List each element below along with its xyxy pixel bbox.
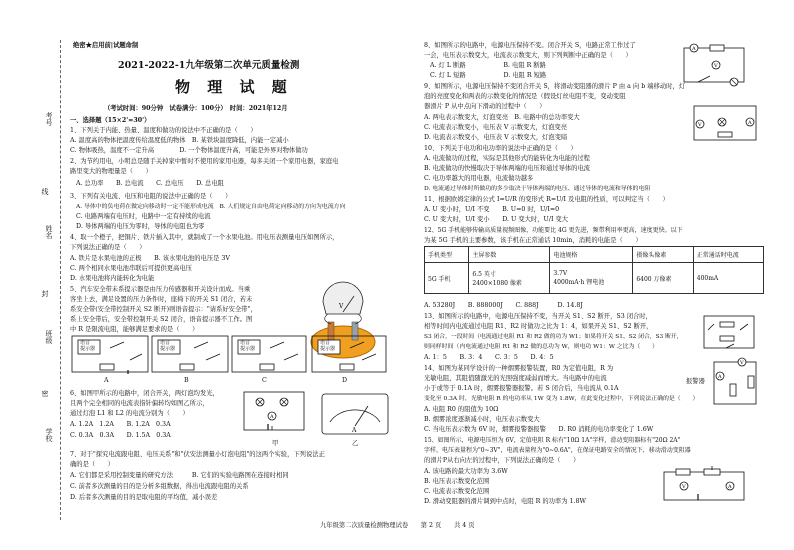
q2: 2、为节约用电，小明总是随手关掉家中暂时不使用的家用电器，每多关闭一个家用电器，家庭电 <box>70 158 339 165</box>
binding-class: 班级 <box>45 330 53 344</box>
q13: 13、如图所示的电路中，电源电压保持不变，当开关 S1、S2 断开，S3 闭合时， <box>424 313 652 320</box>
q9-circuit <box>690 102 762 144</box>
svg-text:A: A <box>748 120 752 126</box>
q2-b: 路里变大的物理量是（ ） <box>70 168 152 175</box>
alarm-label: 报警器 <box>686 378 705 385</box>
binding-dense: 密 <box>41 390 49 397</box>
q9: 9、如图所示，电源电压保持不变闭合开关 S，将滑动变阻器的滑片 P 由 a 向 b 端移动时，灯 <box>424 83 686 90</box>
q6-ammeter-yi <box>320 392 390 438</box>
table-header-row <box>425 247 764 263</box>
table-cell: 6400 万像素 <box>633 263 693 294</box>
svg-text:A: A <box>692 46 696 52</box>
binding-school: 学校 <box>45 428 53 442</box>
q4-ab: A. 铁片是水果电池的正极 B. 该水果电池的电压是 3V <box>70 255 230 262</box>
q5-d: 系上安全带后，安全带控制开关 S2 闭合，语音提示器不工作。图 <box>70 316 253 323</box>
q6-c: 通过灯泡 L1 和 L2 的电流分别为（ ） <box>70 410 189 417</box>
q8: 8、如图所示的电路中，电源电压保持不变。闭合开关 S，电路正常工作过了 <box>424 42 636 49</box>
q1: 1、下列关于内能、热量、温度和做功的说法中不正确的是（ ） <box>70 127 257 134</box>
svg-text:A: A <box>728 484 732 490</box>
q8-cd: C. 灯 L 短路 D. 电阻 R 短路 <box>430 72 547 79</box>
phone-spec-table <box>424 246 764 294</box>
svg-text:A: A <box>718 374 722 380</box>
q14-d: 变化至 0.3A 时，光敏电阻 R 的电功率从 1W 变为 1.8W，在此变化过程中，下列说法正确的是（ ） <box>424 396 699 402</box>
svg-text:V: V <box>698 122 702 128</box>
q6-circuit-jia <box>240 388 310 438</box>
q12: 12、5G 手机能够传输高质量视频图像，功能要比 4G 更先进，频带利用率更高，速度更快。以下 <box>424 227 683 234</box>
q8-ab: A. 灯 L 断路 B. 电阻 R 断路 <box>430 62 546 69</box>
q14-a: A. 电阻 R0 的阻值为 10Ω <box>424 406 499 413</box>
svg-text:V: V <box>339 303 344 310</box>
table-header-cell: 摄像头像素 <box>633 247 693 263</box>
table-cell: 400mA <box>693 263 763 294</box>
q5-a-voice: 语音 提示器 <box>80 340 96 352</box>
q12-opts: A. 53280J B. 888000J C. 888J D. 14.8J <box>424 302 583 309</box>
svg-text:V: V <box>682 484 686 490</box>
binding-exam-no: 考号 <box>45 112 53 126</box>
q5-d-voice: 语音 提示器 <box>320 340 336 352</box>
q5-c-voice: 语音 提示器 <box>240 340 256 352</box>
q13-opts: A. 1：5 B. 3：4 C. 3：5 D. 4：5 <box>424 354 554 361</box>
q15-c: 的滑片P从右向左的过程中，下列说法正确的是（ ） <box>424 457 580 464</box>
q7-d: D. 后者多次测量的目的是取电阻的平均值，减小误差 <box>70 494 218 501</box>
svg-text:A: A <box>352 427 357 434</box>
q15-d-opt: D. 滑动变阻器的滑片调到中点时，电阻 R 的功率为 1.8W <box>424 498 586 505</box>
q4-d: D. 水果电池将内能转化为电能 <box>70 275 155 282</box>
q5-label-a: A <box>104 377 109 384</box>
q13-d: 则同样时间（内电流通过电阻 R1 和 R2 做的总功为 W，则电功 W1：W 之比为（ ） <box>424 344 658 350</box>
svg-text:V: V <box>714 63 718 69</box>
q5-b-voice: 语音 提示器 <box>160 340 176 352</box>
q11: 11、根据欧姆定律的公式 I=U/R 的变形式 R=U/I 及电阻的性质，可以判定当（ ） <box>424 196 669 203</box>
q3-ab: A. 导体中的负电荷在做定向移动时一定不能形成电流 B. 人们规定自由电荷定向移动的方向为电流方向 <box>76 204 346 210</box>
q14-b-opt: B. 烟雾浓度逐渐减小时，电压表示数变大 <box>424 416 540 423</box>
q6-b: 且两个完全相同的电流表指针偏转均如图乙所示， <box>70 400 209 407</box>
q7-ab: A. 它们都是采用控制变量的研究方法 B. 它们的实验电路图在连接时相同 <box>70 472 289 479</box>
q6-ab: A. 1.2A 1.2A B. 1.2A 0.3A <box>70 421 171 428</box>
q7-c: C. 前者多次测量的目的是分析多组数据，得出电流跟电阻的关系 <box>70 483 249 490</box>
table-cell: 3.7V 4000mA·h 锂电池 <box>550 263 633 294</box>
q15: 15、如图所示，电源电压恒为 6V，定值电阻 R 标有"10Ω 1A"字样，滑动变阻器标有"20Ω 2A" <box>424 437 681 444</box>
q1-ab: A. 温度高的物体把温度传给温度低的物体 B. 某铁块温度降低，内能一定减小 <box>70 137 289 144</box>
q1-cd: C. 物体吸热，温度不一定升高 D. 一个物体温度升高，可能是外界对物体做功 <box>70 147 308 154</box>
q6-cd: C. 0.3A 0.3A D. 1.5A 0.3A <box>70 432 171 439</box>
q5-label-b: B <box>184 377 189 384</box>
table-cell: 6.5 英寸 2400×1080 像素 <box>469 263 550 294</box>
q3-d: D. 导体两端的电压为零时，导体的电阻也为零 <box>76 223 205 230</box>
q8-circuit <box>680 42 750 88</box>
q9-ab: A. 两电表示数变大，灯泡变亮 B. 电路中的总功率变大 <box>424 114 580 121</box>
table-cell: 5G 手机 <box>425 263 469 294</box>
table-header-cell: 正常通话时电流 <box>693 247 763 263</box>
page-footer: 九年级第二次质量检测物理试卷 第 2 页 共 4 页 <box>320 522 475 529</box>
exam-info: （考试时间：90分钟 试卷满分：100分） 时间：2021年12月 <box>104 105 288 112</box>
binding-dashed-line <box>60 40 61 520</box>
binding-line: 线 <box>41 188 49 195</box>
q9-c-opt: C. 电流表示数变小，电压表 V 示数变大，灯泡变亮 <box>424 124 568 131</box>
svg-text:V: V <box>740 360 744 366</box>
q10-a: A. 电流做功的过程，实际是其他形式的能转化为电能的过程 <box>424 155 590 162</box>
q9-c: 器滑片 P 从中点向下滑动的过程中（ ） <box>424 103 546 110</box>
label-jia: 甲 <box>272 440 279 447</box>
q13-c: S3 闭合，一段时间（电流通过电阻 R1 和 R2 做的功为 W1；如果将开关 S1、S2 闭合，S3 断开， <box>424 334 683 340</box>
binding-seal: 封 <box>41 290 49 297</box>
subject-title: 物 理 试 题 <box>175 78 293 96</box>
q15-b: 字样，电压表量程为"0~3V"，电流表量程为"0~0.6A"，在保证电路安全的情况下，移动滑动变阻器 <box>424 447 691 454</box>
q6: 6、如图甲所示的电路中，闭合开关，两灯泡均发光， <box>70 390 219 397</box>
svg-text:A: A <box>270 414 274 420</box>
q4-c: C. 两个相同水果电池串联后可提供更高电压 <box>70 265 192 272</box>
q3-c: C. 电路两端有电压时，电路中一定有持续的电流 <box>76 213 211 220</box>
q11-ab: A. U 变小时，U/I 不变 B. U=0 时，U/I=0 <box>424 206 560 213</box>
q14-b: 光敏电阻，其阻值随激光的光照强度减弱而增大。当电路中的电流 <box>424 375 607 382</box>
q10-b: B. 电流做功的快慢取决于导体两端的电压和通过导体的电流 <box>424 165 591 172</box>
q5-label-c: C <box>262 377 267 384</box>
q5-e: 中 R 是限流电阻，能够满足要求的是（ ） <box>70 326 199 333</box>
binding-name: 姓名 <box>45 225 53 239</box>
table-row <box>425 263 764 294</box>
q7-b: 确的是（ ） <box>70 461 115 468</box>
table-header-cell: 电池规格 <box>550 247 633 263</box>
q9-d-opt: D. 电流表示数变小，电压表 V 示数变大，灯泡变暗 <box>424 134 568 141</box>
q9-b: 泡的亮度变化和两表的示数变化的情况是（假设灯丝电阻不变，变动变阻 <box>424 93 626 100</box>
q12-b: 为某 5G 手机的主要参数，该手机在正常通话 10min，消耗的电能是（ ） <box>424 237 642 244</box>
section-title: 一、选择题（15×2'=30'） <box>70 117 151 124</box>
label-yi: 乙 <box>352 440 359 447</box>
q5: 5、汽车安全带未系提示器是由压力传感器和开关设计而成。当乘 <box>70 286 251 293</box>
q14-c: 小于或等于 0.1A 时，烟雾报警器报警。若 S 闭合后，当电流从 0.1A <box>424 385 619 392</box>
q10: 10、下列关于电功和电功率的说法中正确的是（ ） <box>424 145 577 152</box>
q5-b: 客坐上去，满足设置的压力条件时，座椅下的开关 S1 闭合，若未 <box>70 296 253 303</box>
q7: 7、对于"探究电流跟电阻、电压关系"和"伏安法测量小灯泡电阻"的这两个实验，下列说法正 <box>70 451 325 458</box>
q10-d: D. 电流通过导体时所做功的多少取决于导体两端的电压、通过导体的电流和导体的电阻 <box>424 186 651 192</box>
q2-opts: A. 总功率 B. 总电流 C. 总电压 D. 总电阻 <box>76 180 224 187</box>
q15-circuit <box>660 466 750 506</box>
q3: 3、下列有关电流、电压和电阻的说法中正确的是（ ） <box>70 193 232 200</box>
table-header-cell: 主屏参数 <box>469 247 550 263</box>
exam-title: 2021-2022-1九年级第二次单元质量检测 <box>118 60 300 71</box>
q5-label-d: D <box>342 377 348 384</box>
q5-c: 系安全带(安全带控制开关 S2 断开)则语音提示："请系好安全带"， <box>70 306 257 313</box>
q15-c-opt: C. 电流表示数变化范围 <box>424 488 490 495</box>
q4-b: 下列说法正确的是（ ） <box>70 244 146 251</box>
table-header-cell: 手机类型 <box>425 247 469 263</box>
q15-a: A. 该电路的最大功率为 3.6W <box>424 468 508 475</box>
q15-b-opt: B. 电压表示数变化范围 <box>424 478 490 485</box>
q10-c: C. 电功率越大的用电器，电流做功越多 <box>424 175 534 182</box>
q13-circuit <box>700 312 760 352</box>
q14-cd: C. 当电压表示数为 6V 时，烟雾报警器报警 D. R0 消耗的电功率变化了 1.6W <box>424 426 654 433</box>
secret-mark: 绝密★启用前|试题命制 <box>73 42 139 49</box>
q8-b: 一会，电压表示数变大，电流表示数变大，则下列判断中正确的是（ ） <box>424 52 632 59</box>
q11-cd: C. U 变大时，U/I 变小 D. U 变大时，U/I 变大 <box>424 216 569 223</box>
q4: 4、取一个橙子，把铜片、铁片插入其中，就制成了一个水果电池。用电压表测量电压如图所示， <box>70 234 339 241</box>
q14: 14、如图为某同学设计的一种烟雾报警装置，R0 为定值电阻，R 为 <box>424 365 614 372</box>
q13-b: 相等时间内电流通过电阻 R1、R2 时做功之比为 1：4，如果开关 S1、S2 断开， <box>424 323 653 330</box>
